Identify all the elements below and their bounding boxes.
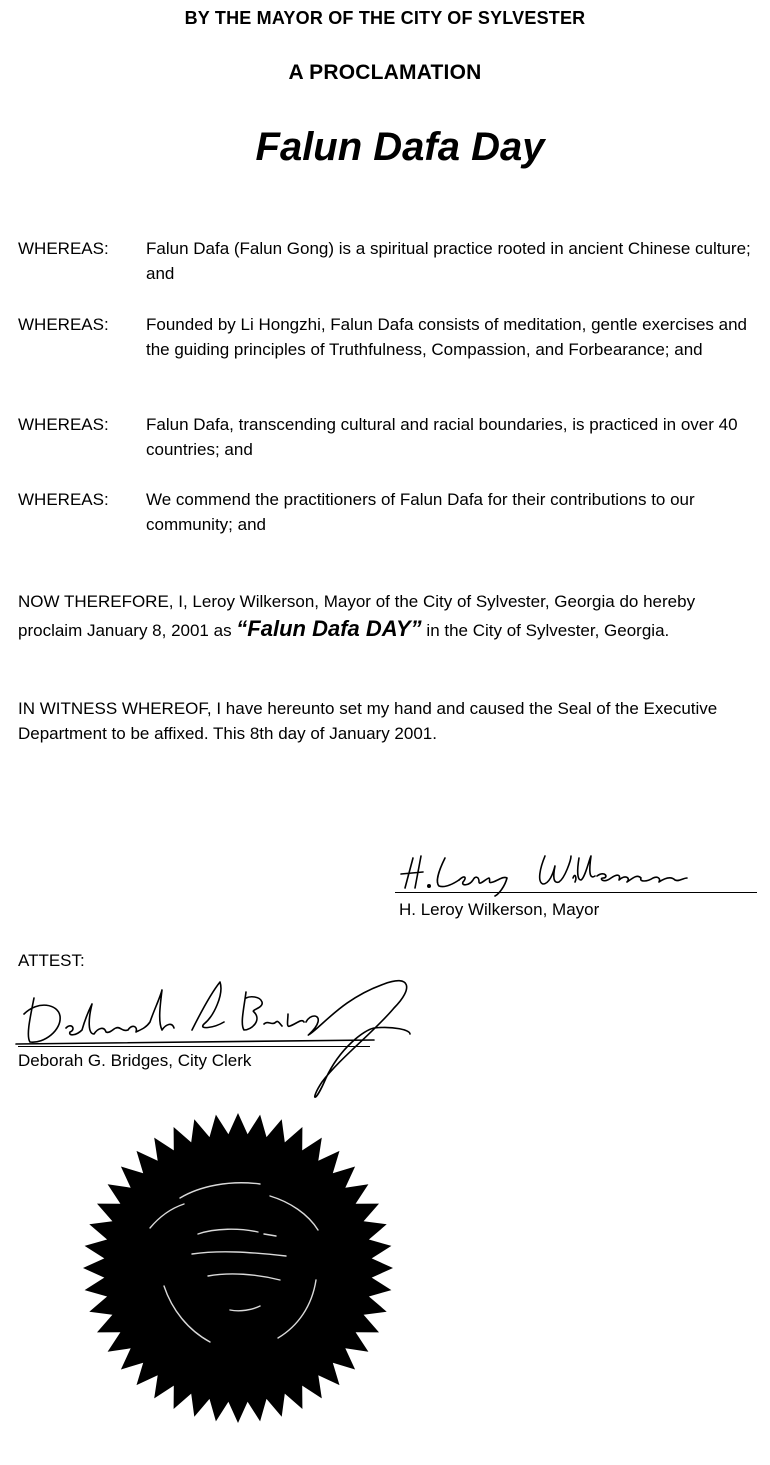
now-therefore-text-end: in the City of Sylvester, Georgia. [421,621,670,640]
city-seal-image [80,1110,396,1426]
whereas-text: Falun Dafa, transcending cultural and racial boundaries, is practiced in over 40 countries; and [146,415,738,459]
clerk-caption: Deborah G. Bridges, City Clerk [18,1051,252,1070]
witness-paragraph: IN WITNESS WHEREOF, I have hereunto set my hand and caused the Seal of the Executive Department to be affixed. This 8th day of January 2001. [18,699,718,743]
whereas-text: Falun Dafa (Falun Gong) is a spiritual practice rooted in ancient Chinese culture; and [146,239,751,283]
whereas-label: WHEREAS: [18,415,109,434]
clerk-signature-line [18,1046,370,1047]
header-proclamation: A PROCLAMATION [288,61,482,84]
mayor-signature-line [395,892,757,893]
mayor-signature-image [395,848,705,898]
clerk-signature-image [14,958,414,1118]
mayor-caption: H. Leroy Wilkerson, Mayor [399,900,600,919]
whereas-label: WHEREAS: [18,490,109,509]
whereas-label: WHEREAS: [18,315,109,334]
header-by-line: BY THE MAYOR OF THE CITY OF SYLVESTER [184,8,586,28]
attest-label: ATTEST: [18,951,85,970]
page-title: Falun Dafa Day [255,125,545,169]
now-therefore-highlight: “Falun Dafa DAY” [236,616,422,641]
whereas-label: WHEREAS: [18,239,109,258]
now-therefore-text: NOW THEREFORE, I, Leroy Wilkerson, Mayor of the City of Sylvester, Georgia do hereby proclaim January 8, 2001 as [18,592,696,640]
now-therefore-paragraph [18,588,763,644]
whereas-text: Founded by Li Hongzhi, Falun Dafa consists of meditation, gentle exercises and the guiding principles of Truthfulness, Compassion, and Forbearance; and [146,315,748,359]
whereas-text: We commend the practitioners of Falun Dafa for their contributions to our community; and [146,490,695,534]
